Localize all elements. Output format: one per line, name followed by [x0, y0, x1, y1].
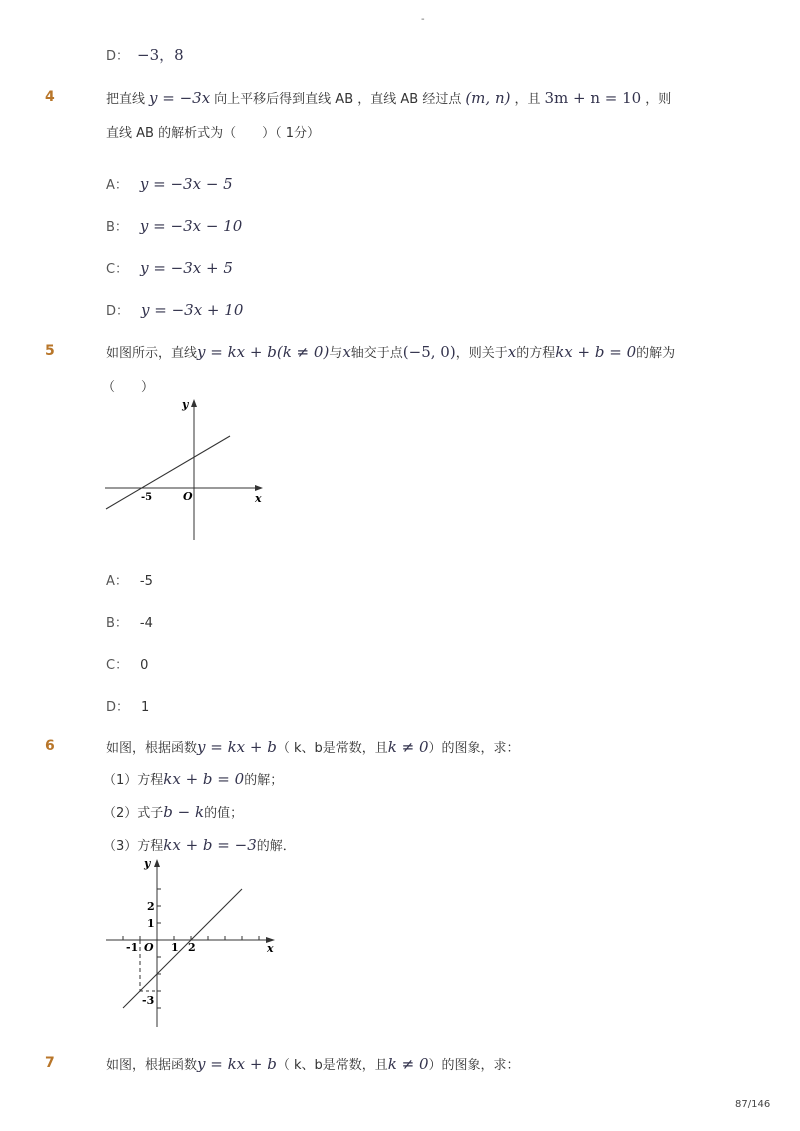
q6-text: 如图，根据函数 — [106, 741, 198, 756]
option-value: 0 — [140, 658, 149, 673]
option-label: D： — [106, 304, 130, 319]
q5-option-d[interactable] — [106, 696, 149, 715]
q4-text: 把直线 — [106, 92, 146, 107]
q6-sub-text: （1）方程 — [103, 773, 164, 788]
q5-option-a[interactable] — [106, 570, 153, 589]
q5-var-x: x — [507, 343, 517, 361]
tick-label-x1: 1 — [171, 941, 179, 954]
tick-label-x2: 2 — [188, 941, 196, 954]
q4-option-d[interactable] — [106, 300, 243, 319]
q5-option-c[interactable] — [106, 654, 148, 673]
q5-text: ，则关于 — [455, 346, 508, 361]
y-axis-label: y — [144, 857, 151, 870]
x-axis-label: x — [255, 492, 262, 505]
q5-text: 轴交于点 — [350, 346, 403, 361]
q5-graph — [100, 395, 270, 545]
option-label: D： — [106, 700, 130, 715]
q5-var-x: x — [342, 343, 351, 361]
q7-text: 如图，根据函数 — [106, 1058, 198, 1073]
question-number-4: 4 — [45, 89, 55, 105]
q6-sub-text: （3）方程 — [103, 839, 164, 854]
tick-label-xm1: -1 — [126, 941, 139, 954]
graph-line — [123, 889, 242, 1008]
q6-sub-1 — [103, 769, 283, 788]
q5-text: 的方程 — [516, 346, 556, 361]
q7-equation: y = kx + b — [197, 1055, 277, 1073]
q4-point: (m, n) — [465, 89, 511, 107]
option-label: B： — [106, 220, 128, 235]
q6-text: （ k、b是常数，且 — [276, 741, 388, 756]
q6-stem-line1 — [106, 737, 520, 756]
q7-condition: k ≠ 0 — [387, 1055, 429, 1073]
q4-option-b[interactable] — [106, 216, 242, 235]
y-ticks — [157, 889, 161, 1008]
option-label: A： — [106, 178, 128, 193]
q5-stem-line2: （ ） — [102, 380, 155, 395]
tick-label-ym3: -3 — [142, 994, 155, 1007]
question-number-6: 6 — [45, 738, 55, 754]
q6-sub-text: 的解； — [244, 773, 284, 788]
option-label: D： — [106, 49, 130, 64]
q5-option-b[interactable] — [106, 612, 153, 631]
q6-text: ）的图象，求： — [428, 741, 520, 756]
option-value: 1 — [141, 700, 150, 715]
y-axis-label: y — [182, 398, 189, 411]
q5-equation: y = kx + b(k ≠ 0) — [197, 343, 330, 361]
q4-stem-line1 — [106, 88, 671, 107]
option-value: y = −3x − 5 — [139, 175, 233, 193]
tick-label-y2: 2 — [147, 900, 155, 913]
q6-sub-text: 的值； — [204, 806, 244, 821]
tick-label-y1: 1 — [147, 917, 155, 930]
q6-sub-equation: kx + b = 0 — [163, 770, 245, 788]
q6-sub-2 — [103, 802, 243, 821]
x-axis-arrow — [255, 485, 263, 491]
q4-stem-line2: 直线 AB 的解析式为（ ）（ 1分） — [106, 126, 320, 141]
option-label: B： — [106, 616, 128, 631]
q4-equation: y = −3x — [149, 89, 211, 107]
option-label: C： — [106, 262, 129, 277]
tick-label-minus5: -5 — [141, 492, 153, 503]
q5-text: 如图所示，直线 — [106, 346, 198, 361]
q6-sub-text: （2）式子 — [103, 806, 164, 821]
q4-option-a[interactable] — [106, 174, 233, 193]
q5-text: 与 — [329, 346, 343, 361]
x-axis-label: x — [267, 942, 274, 955]
y-axis-arrow — [191, 399, 197, 407]
option-value: -5 — [139, 574, 153, 589]
q5-stem-line1 — [106, 342, 675, 361]
q4-option-c[interactable] — [106, 258, 233, 277]
q6-sub-text: 的解． — [256, 839, 296, 854]
q5-point: (−5, 0) — [402, 343, 456, 361]
q7-text: （ k、b是常数，且 — [276, 1058, 388, 1073]
header-mark: - — [421, 14, 425, 25]
q6-sub-equation: b − k — [163, 803, 205, 821]
page-number: 87/146 — [735, 1099, 771, 1110]
option-value: −3，8 — [137, 46, 184, 64]
q6-sub-equation: kx + b = −3 — [163, 836, 257, 854]
option-value: y = −3x + 10 — [141, 301, 244, 319]
option-label: A： — [106, 574, 128, 589]
q6-condition: k ≠ 0 — [387, 738, 429, 756]
q5-equation-2: kx + b = 0 — [555, 343, 637, 361]
origin-label: O — [144, 941, 154, 954]
y-axis-arrow — [154, 859, 160, 867]
q6-graph — [100, 852, 285, 1032]
option-label: C： — [106, 658, 129, 673]
q4-text: 向上平移后得到直线 AB ，直线 AB 经过点 — [214, 92, 462, 107]
q5-text: 的解为 — [636, 346, 676, 361]
prev-option-d — [106, 44, 184, 65]
q7-text: ）的图象，求： — [428, 1058, 520, 1073]
graph-line — [106, 436, 230, 509]
q7-stem-line1 — [106, 1054, 520, 1073]
option-value: -4 — [139, 616, 153, 631]
option-value: y = −3x − 10 — [139, 217, 243, 235]
q6-equation: y = kx + b — [197, 738, 277, 756]
question-number-5: 5 — [45, 343, 55, 359]
q4-condition: 3m + n = 10 — [544, 89, 642, 107]
question-number-7: 7 — [45, 1055, 55, 1071]
origin-label: O — [183, 490, 193, 503]
q4-text: ，且 — [514, 92, 541, 107]
option-value: y = −3x + 5 — [140, 259, 233, 277]
q4-text: ，则 — [645, 92, 672, 107]
